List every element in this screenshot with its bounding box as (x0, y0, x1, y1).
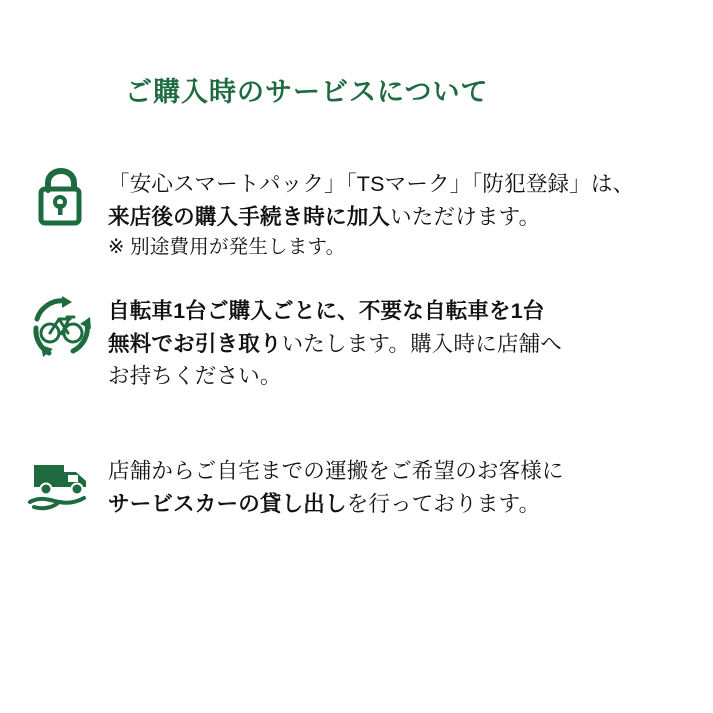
open-padlock-icon (28, 168, 94, 234)
text-line (108, 488, 708, 521)
text-run: を行っております。 (346, 491, 541, 516)
text-line (108, 328, 708, 361)
text-run-bold: 自転車1台ご購入ごとに、不要な自転車を1台 (108, 299, 545, 323)
text-line (108, 360, 708, 393)
page-title: ご購入時のサービスについて (125, 77, 489, 107)
text-line-note (108, 233, 708, 263)
text-run: いただけます。 (390, 204, 541, 229)
service-item-tradein-text (94, 295, 708, 393)
text-line (108, 455, 708, 488)
service-item-tradein (28, 295, 708, 393)
text-run: 店舗からご自宅までの運搬をご希望のお客様に (108, 459, 564, 483)
text-run: いたします。購入時に店舗へ (281, 331, 562, 356)
text-line (108, 201, 708, 234)
service-item-delivery-text (94, 455, 708, 520)
text-run-bold: 来店後の購入手続き時に加入 (108, 204, 391, 229)
bicycle-recycle-icon (28, 295, 94, 361)
text-line (108, 295, 708, 328)
service-item-delivery (28, 455, 708, 521)
text-line (108, 168, 708, 201)
text-run: 「安心スマートパック」「TSマーク」「防犯登録」は、 (108, 172, 635, 196)
text-run: ※ 別途費用が発生します。 (108, 236, 346, 259)
text-run-bold: サービスカーの貸し出し (108, 491, 347, 516)
service-item-smartpack-text (94, 168, 708, 263)
truck-on-hand-icon (28, 455, 94, 521)
text-run-bold: 無料でお引き取り (108, 331, 282, 356)
text-run: お持ちください。 (108, 364, 282, 389)
service-item-smartpack (28, 168, 708, 263)
